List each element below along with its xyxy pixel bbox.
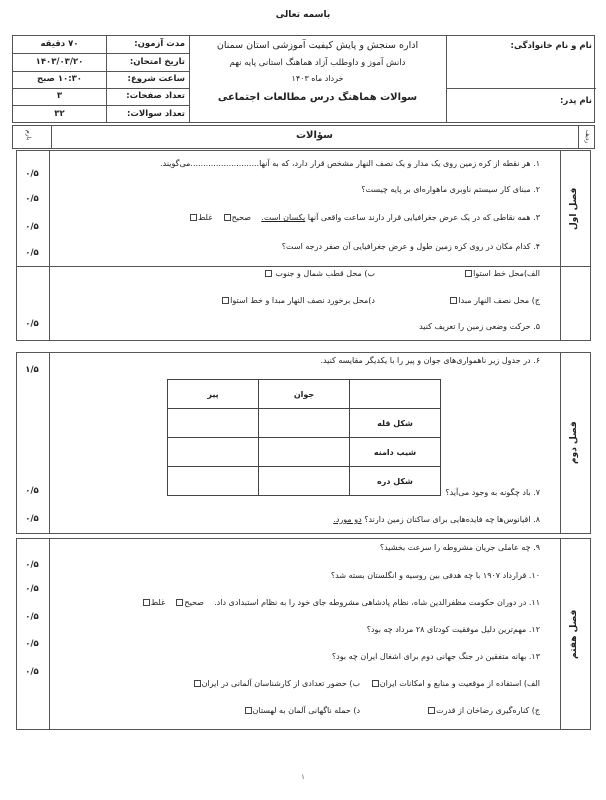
answer-cell[interactable] — [259, 409, 350, 438]
option-4d[interactable] — [221, 296, 375, 305]
question-score: ۰/۵ — [25, 667, 39, 677]
option-13a[interactable] — [371, 679, 540, 688]
question-score: ۰/۵ — [25, 486, 39, 496]
section-label: فصل هفتم — [569, 609, 579, 659]
table-header-cell: پیر — [168, 380, 259, 409]
question-11-text: ۱۱. در دوران حکومت مظفرالدین شاه، نظام پادشاهی مشروطه جای خود را به نظام استبدادی داد. — [214, 598, 540, 607]
checkbox[interactable] — [450, 297, 457, 304]
true-checkbox[interactable] — [224, 214, 231, 221]
questions-count-value: ۳۲ — [54, 109, 65, 119]
question-score: ۱/۵ — [25, 365, 39, 375]
question-4: ۴. کدام مکان در روی کره زمین طول و عرض جغرافیایی آن صفر درجه است؟ — [281, 242, 540, 251]
question-score: ۰/۵ — [25, 248, 39, 258]
question-9: ۹. چه عاملی جریان مشروطه را سرعت بخشید؟ — [379, 543, 540, 552]
table-header-cell — [350, 380, 441, 409]
question-score: ۰/۵ — [25, 319, 39, 329]
question-score: ۰/۵ — [25, 612, 39, 622]
table-row — [168, 438, 441, 467]
table-row — [168, 467, 441, 496]
question-13: ۱۳. بهانه متفقین در جنگ جهانی دوم برای اشغال ایران چه بود؟ — [331, 652, 540, 661]
section-label: فصل دوم — [569, 421, 579, 465]
row-column-label: ردیف — [584, 130, 591, 144]
question-11 — [142, 598, 540, 607]
question-10: ۱۰. قرارداد ۱۹۰۷ با چه هدفی بین روسیه و انگلستان بسته شد؟ — [330, 571, 540, 580]
question-score: ۰/۵ — [25, 222, 39, 232]
father-name-label: نام پدر: — [560, 96, 592, 106]
question-3-underlined: یکسان است. — [261, 213, 306, 222]
option-text: ب) محل قطب شمال و جنوب — [275, 269, 375, 278]
exam-date-label: تاریخ امتحان: — [129, 57, 185, 67]
answer-cell[interactable] — [168, 467, 259, 496]
question-score: ۰/۵ — [25, 584, 39, 594]
option-text: د) حمله ناگهانی آلمان به لهستان — [252, 706, 360, 715]
false-option-label: غلط — [150, 598, 166, 607]
pages-count-value: ۳ — [56, 91, 63, 101]
pages-count-label: تعداد صفحات: — [126, 91, 185, 101]
option-13b[interactable] — [193, 679, 360, 688]
true-option-label: صحیح — [231, 213, 252, 222]
student-name-label: نام و نام خانوادگی: — [510, 41, 592, 51]
question-3-text: ۳. همه نقاطی که در یک عرض جغرافیایی قرار دارند ساعت واقعی آنها — [305, 213, 540, 222]
question-1: ۱. هر نقطه از کره زمین روی یک مدار و یک نصف النهار مشخص قرار دارد، که به آنها...........................می‌گویند. — [160, 159, 540, 168]
false-checkbox[interactable] — [190, 214, 197, 221]
checkbox[interactable] — [465, 270, 472, 277]
false-checkbox[interactable] — [143, 599, 150, 606]
answer-cell[interactable] — [168, 409, 259, 438]
checkbox[interactable] — [222, 297, 229, 304]
option-4c[interactable] — [449, 296, 540, 305]
duration-label: مدت آزمون: — [134, 39, 185, 49]
exam-header — [12, 35, 595, 123]
question-12: ۱۲. مهم‌ترین دلیل موفقیت کودتای ۲۸ مرداد چه بود؟ — [366, 625, 540, 634]
start-time-value: ۱۰:۳۰ صبح — [37, 74, 82, 84]
option-text: د)محل برخورد نصف النهار مبدا و خط استوا — [230, 296, 375, 305]
section-1-continued — [16, 266, 591, 341]
questions-header-row — [12, 125, 595, 149]
question-8-text: ۸. اقیانوس‌ها چه فایده‌هایی برای ساکنان زمین دارند؟ — [361, 515, 540, 524]
row-label: شکل قله — [350, 409, 441, 438]
start-time-label: ساعت شروع: — [127, 74, 185, 84]
row-label: شکل دره — [350, 467, 441, 496]
duration-value: ۷۰ دقیقه — [40, 39, 79, 49]
option-13c[interactable] — [427, 706, 540, 715]
table-header-cell: جوان — [259, 380, 350, 409]
org-line-3: خرداد ماه ۱۴۰۳ — [291, 74, 344, 83]
false-option-label: غلط — [197, 213, 213, 222]
questions-column-label: سؤالات — [295, 130, 334, 141]
option-text: ج) کناره‌گیری رضاخان از قدرت — [436, 706, 540, 715]
answer-cell[interactable] — [259, 438, 350, 467]
question-score: ۰/۵ — [25, 169, 39, 179]
section-2 — [16, 352, 591, 534]
top-title: باسمه تعالی — [275, 10, 331, 20]
question-score: ۰/۵ — [25, 560, 39, 570]
checkbox[interactable] — [194, 680, 201, 687]
checkbox[interactable] — [428, 707, 435, 714]
question-8-underlined: دو مورد. — [333, 515, 362, 524]
page-number: ۱ — [301, 773, 305, 781]
question-score: ۰/۵ — [25, 194, 39, 204]
option-4b[interactable] — [264, 269, 375, 278]
checkbox[interactable] — [245, 707, 252, 714]
section-3 — [16, 538, 591, 730]
option-text: الف) استفاده از موقعیت و منابع و امکانات ایران — [379, 679, 540, 688]
org-line-2: دانش آموز و داوطلب آزاد هماهنگ استانی پایه نهم — [229, 58, 406, 68]
option-text: الف)محل خط استوا — [473, 269, 540, 278]
section-label: فصل اول — [569, 187, 579, 230]
org-line-1: اداره سنجش و پایش کیفیت آموزشی استان سمنان — [216, 40, 419, 51]
table-row — [168, 409, 441, 438]
row-label: شیب دامنه — [350, 438, 441, 467]
score-column-label: بارم — [25, 130, 32, 141]
option-text: ج) محل نصف النهار مبدا — [458, 296, 540, 305]
question-score: ۰/۵ — [25, 639, 39, 649]
questions-count-label: تعداد سوالات: — [126, 109, 185, 119]
true-option-label: صحیح — [184, 598, 204, 607]
question-5: ۵. حرکت وضعی زمین را تعریف کنید — [419, 322, 540, 331]
question-8 — [333, 515, 540, 524]
table-header-row — [168, 380, 441, 409]
comparison-table — [167, 379, 441, 496]
checkbox[interactable] — [265, 270, 272, 277]
exam-title: سوالات هماهنگ درس مطالعات اجتماعی — [217, 92, 418, 103]
true-checkbox[interactable] — [176, 599, 183, 606]
answer-cell[interactable] — [168, 438, 259, 467]
question-2: ۲. مبنای کار سیستم ناوبری ماهواره‌ای بر پایه چیست؟ — [361, 185, 540, 194]
question-3 — [189, 213, 540, 222]
option-text: ب) حضور تعدادی از کارشناسان آلمانی در ایران — [201, 679, 360, 688]
exam-date-value: ۱۴۰۳/۰۳/۲۰ — [35, 57, 84, 67]
section-1 — [16, 150, 591, 267]
checkbox[interactable] — [372, 680, 379, 687]
answer-cell[interactable] — [259, 467, 350, 496]
question-score: ۰/۵ — [25, 514, 39, 524]
option-4a[interactable] — [464, 269, 540, 278]
question-7: ۷. باد چگونه به وجود می‌آید؟ — [445, 488, 540, 497]
option-13d[interactable] — [244, 706, 361, 715]
question-6: ۶. در جدول زیر ناهمواری‌های جوان و پیر را با یکدیگر مقایسه کنید. — [320, 356, 540, 365]
